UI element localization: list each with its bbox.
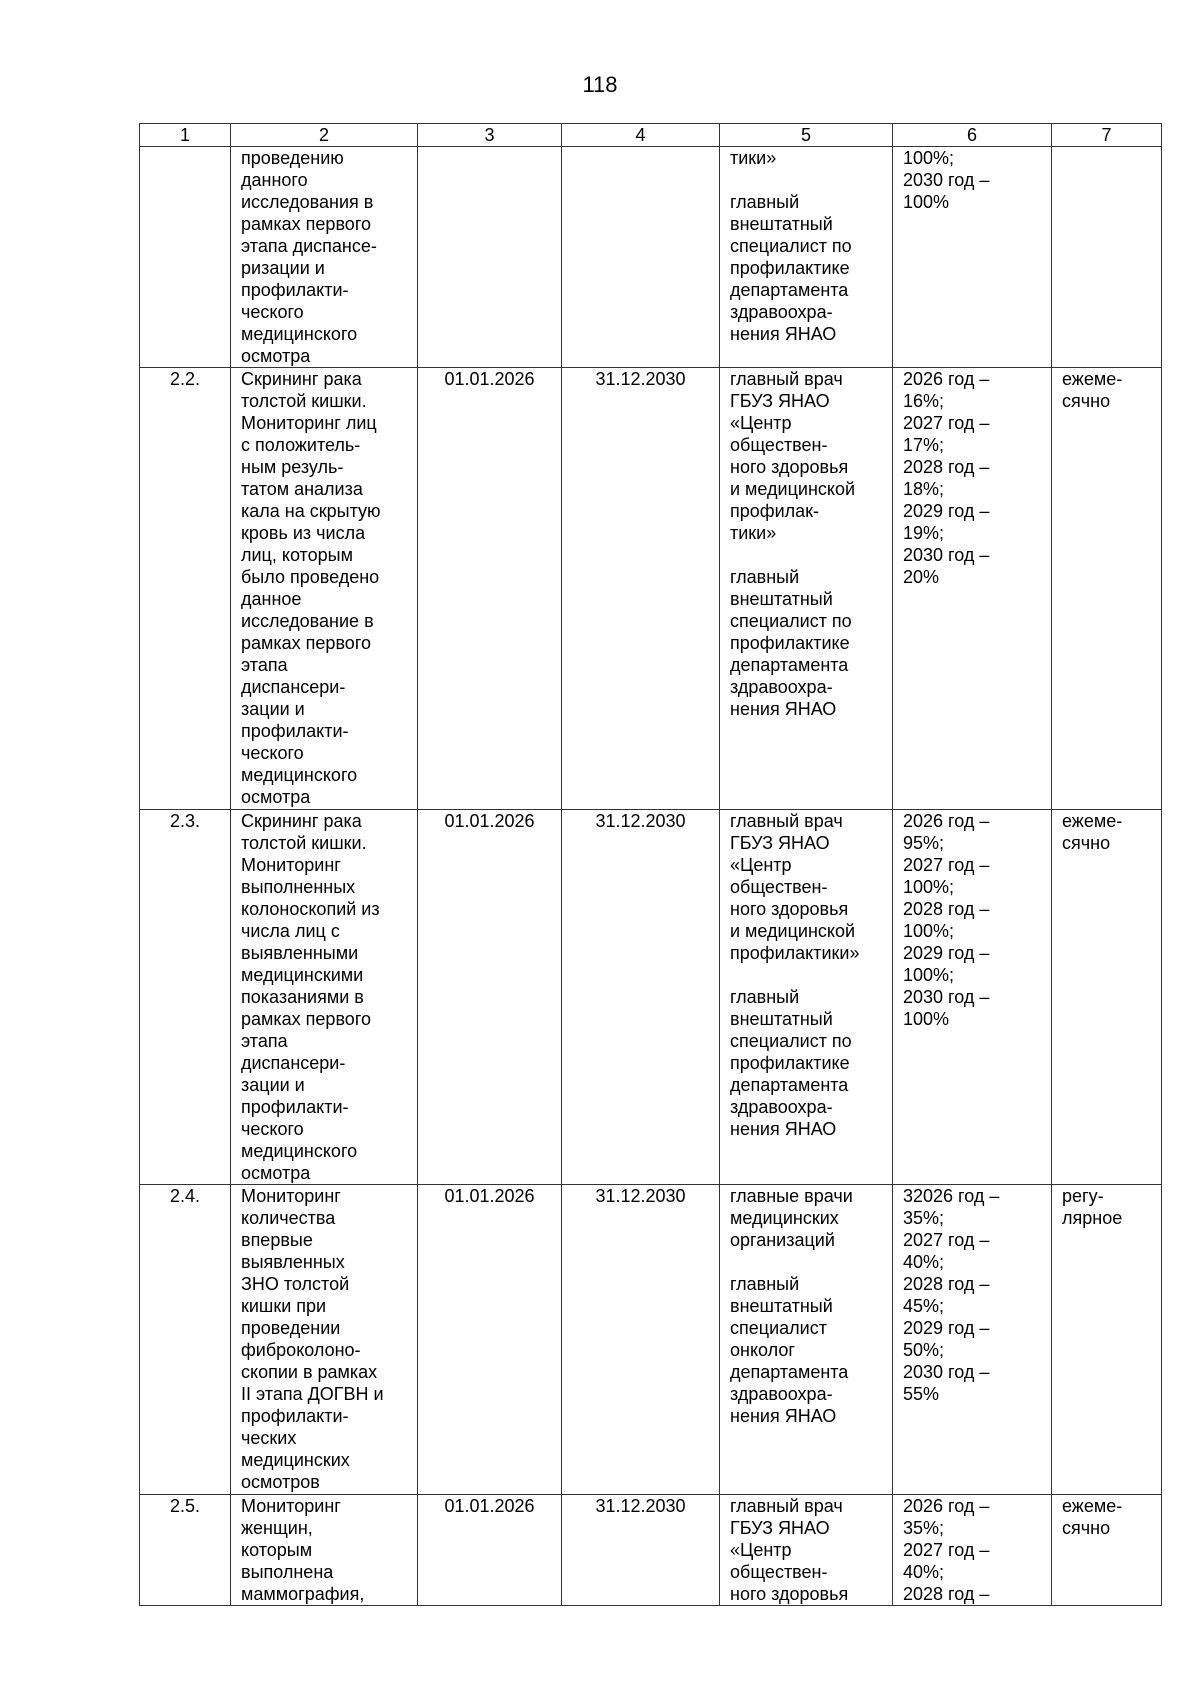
target-values [893,810,1052,1185]
text-line: Скрининг рака [241,369,362,389]
text-line: профилакти- [241,1406,349,1426]
row-number: 2.5. [140,1495,231,1606]
text-line: главный [730,1274,800,1294]
text-line: обществен- [730,877,828,897]
text-line: внештатный [730,589,833,609]
text-line: ЗНО толстой [241,1274,350,1294]
activity-description [231,147,418,368]
text-line: нения ЯНАО [730,324,837,344]
text-line: профилактике [730,258,850,278]
text-line: 2026 год – [903,1496,990,1516]
text-line: толстой кишки. [241,391,367,411]
text-line: 35%; [903,1518,945,1538]
text-line: здравоохра- [730,1384,833,1404]
text-line: здравоохра- [730,302,833,322]
text-line: ГБУЗ ЯНАО [730,1518,830,1538]
end-date: 31.12.2030 [562,810,720,1185]
text-line: кровь из числа [241,523,366,543]
text-line: осмотров [241,1472,320,1492]
text-line: обществен- [730,1562,828,1582]
table-row [140,1185,1162,1495]
text-line: здравоохра- [730,677,833,697]
text-line: главные врачи [730,1186,853,1206]
text-line: тики» [730,523,777,543]
text-line: 40%; [903,1252,945,1272]
text-line: 100% [903,1009,950,1029]
text-line: 2027 год – [903,855,990,875]
text-line: выявленных [241,1252,345,1272]
text-line: кишки при [241,1296,327,1316]
text-line: главный [730,567,800,587]
periodicity [1052,810,1162,1185]
text-line: сячно [1062,833,1111,853]
text-line: внештатный [730,1009,833,1029]
text-line: профилактике [730,1053,850,1073]
text-line: внештатный [730,214,833,234]
row-number: 2.3. [140,810,231,1185]
responsible-persons [720,1495,893,1606]
table-row [140,810,1162,1185]
periodicity [1052,368,1162,810]
text-line: зации и [241,699,305,719]
paragraph-spacer [730,1251,890,1273]
text-line: ежеме- [1062,811,1123,831]
text-line: выполнена [241,1562,334,1582]
text-line: «Центр [730,855,792,875]
row-number: 2.4. [140,1185,231,1495]
text-line: 2027 год – [903,1230,990,1250]
activity-description [231,368,418,810]
text-line: выявленными [241,943,359,963]
text-line: толстой кишки. [241,833,367,853]
text-line: данное [241,589,302,609]
text-line: ческого [241,1119,304,1139]
text-line: 35%; [903,1208,945,1228]
text-line: 100%; [903,877,955,897]
text-line: онколог [730,1340,795,1360]
text-line: 2030 год – [903,545,990,565]
text-line: и медицинской [730,479,856,499]
text-line: медицинского [241,324,358,344]
text-line: специалист по [730,1031,852,1051]
text-line: «Центр [730,413,792,433]
text-line: внештатный [730,1296,833,1316]
text-line: 2030 год – [903,987,990,1007]
text-line: осмотра [241,346,311,366]
text-line: нения ЯНАО [730,699,837,719]
periodicity [1052,1185,1162,1495]
text-line: 2028 год – [903,899,990,919]
text-line: проведении [241,1318,341,1338]
end-date: 31.12.2030 [562,1185,720,1495]
text-line: Мониторинг [241,1186,341,1206]
header-cell: 2 [231,124,418,147]
text-line: 32026 год – [903,1186,1000,1206]
text-line: «Центр [730,1540,792,1560]
target-values [893,1495,1052,1606]
text-line: исследование в [241,611,374,631]
end-date: 31.12.2030 [562,368,720,810]
text-line: нения ЯНАО [730,1406,837,1426]
text-line: организаций [730,1230,835,1250]
paragraph-spacer [730,544,890,566]
text-line: ного здоровья [730,457,849,477]
text-line: медицинских [730,1208,839,1228]
text-line: количества [241,1208,336,1228]
text-line: ежеме- [1062,369,1123,389]
text-line: II этапа ДОГВН и [241,1384,384,1404]
table-row [140,368,1162,810]
text-line: осмотра [241,787,311,807]
header-row [140,124,1162,147]
text-line: рамках первого [241,1009,371,1029]
paragraph-spacer [730,169,890,191]
text-line: департамента [730,1362,849,1382]
activity-description [231,810,418,1185]
text-line: 55% [903,1384,940,1404]
text-line: осмотра [241,1163,311,1183]
start-date: 01.01.2026 [418,1185,562,1495]
header-cell: 7 [1052,124,1162,147]
text-line: 2028 год – [903,457,990,477]
text-line: обществен- [730,435,828,455]
text-line: ного здоровья [730,899,849,919]
text-line: ризации и [241,258,325,278]
responsible-persons [720,810,893,1185]
text-line: 95%; [903,833,945,853]
text-line: 2026 год – [903,811,990,831]
periodicity [1052,147,1162,368]
responsible-persons [720,147,893,368]
target-values [893,147,1052,368]
text-line: выполненных [241,877,356,897]
text-line: кала на скрытую [241,501,381,521]
text-line: 2029 год – [903,1318,990,1338]
header-cell: 3 [418,124,562,147]
text-line: главный [730,192,800,212]
text-line: 100% [903,192,950,212]
text-line: 2030 год – [903,170,990,190]
activity-description [231,1185,418,1495]
text-line: здравоохра- [730,1097,833,1117]
text-line: тики» [730,148,777,168]
text-line: сячно [1062,391,1111,411]
target-values [893,1185,1052,1495]
text-line: 50%; [903,1340,945,1360]
responsible-persons [720,1185,893,1495]
header-cell: 4 [562,124,720,147]
start-date [418,147,562,368]
text-line: и медицинской [730,921,856,941]
end-date: 31.12.2030 [562,1495,720,1606]
table-row [140,147,1162,368]
text-line: ГБУЗ ЯНАО [730,833,830,853]
activity-description [231,1495,418,1606]
text-line: было проведено [241,567,380,587]
text-line: 100%; [903,965,955,985]
text-line: медицинского [241,1141,358,1161]
text-line: 2028 год – [903,1584,990,1604]
text-line: 19%; [903,523,945,543]
text-line: ческого [241,302,304,322]
text-line: Мониторинг [241,1496,341,1516]
text-line: нения ЯНАО [730,1119,837,1139]
text-line: специалист [730,1318,827,1338]
text-line: татом анализа [241,479,363,499]
text-line: главный [730,987,800,1007]
text-line: профилактики» [730,943,860,963]
text-line: специалист по [730,611,852,631]
responsible-persons [720,368,893,810]
text-line: маммография, [241,1584,365,1604]
text-line: профилакти- [241,1097,349,1117]
text-line: регу- [1062,1186,1104,1206]
text-line: 16%; [903,391,945,411]
text-line: Мониторинг [241,855,341,875]
start-date: 01.01.2026 [418,810,562,1185]
text-line: ного здоровья [730,1584,849,1604]
periodicity [1052,1495,1162,1606]
text-line: этапа [241,655,288,675]
text-line: департамента [730,655,849,675]
text-line: 20% [903,567,940,587]
text-line: ежеме- [1062,1496,1123,1516]
text-line: ным резуль- [241,457,344,477]
text-line: 2027 год – [903,1540,990,1560]
text-line: этапа диспансе- [241,236,377,256]
text-line: ГБУЗ ЯНАО [730,391,830,411]
text-line: профилактике [730,633,850,653]
text-line: диспансери- [241,1053,346,1073]
row-number: 2.2. [140,368,231,810]
text-line: 2029 год – [903,943,990,963]
text-line: фиброколоно- [241,1340,361,1360]
text-line: данного [241,170,308,190]
text-line: главный врач [730,369,843,389]
text-line: сячно [1062,1518,1111,1538]
text-line: рамках первого [241,633,371,653]
text-line: специалист по [730,236,852,256]
text-line: 2029 год – [903,501,990,521]
text-line: рамках первого [241,214,371,234]
text-line: медицинскими [241,965,364,985]
text-line: 45%; [903,1296,945,1316]
text-line: 17%; [903,435,945,455]
header-cell: 1 [140,124,231,147]
text-line: медицинского [241,765,358,785]
text-line: этапа [241,1031,288,1051]
text-line: колоноскопий из [241,899,380,919]
text-line: 2030 год – [903,1362,990,1382]
header-cell: 6 [893,124,1052,147]
text-line: впервые [241,1230,313,1250]
text-line: Скрининг рака [241,811,362,831]
text-line: профилак- [730,501,820,521]
text-line: лярное [1062,1208,1123,1228]
text-line: 100%; [903,148,955,168]
text-line: числа лиц с [241,921,340,941]
text-line: главный врач [730,1496,843,1516]
plan-table [139,123,1162,1606]
paragraph-spacer [730,964,890,986]
text-line: 2028 год – [903,1274,990,1294]
start-date: 01.01.2026 [418,1495,562,1606]
text-line: Мониторинг лиц [241,413,377,433]
text-line: лиц, которым [241,545,353,565]
text-line: 100%; [903,921,955,941]
target-values [893,368,1052,810]
page-number: 118 [582,72,618,97]
text-line: ческого [241,743,304,763]
text-line: ческих [241,1428,297,1448]
text-line: 40%; [903,1562,945,1582]
text-line: департамента [730,1075,849,1095]
start-date: 01.01.2026 [418,368,562,810]
text-line: департамента [730,280,849,300]
text-line: скопии в рамках [241,1362,378,1382]
text-line: медицинских [241,1450,350,1470]
text-line: зации и [241,1075,305,1095]
table-row [140,1495,1162,1606]
text-line: проведению [241,148,344,168]
text-line: главный врач [730,811,843,831]
text-line: 2027 год – [903,413,990,433]
text-line: показаниями в [241,987,364,1007]
text-line: исследования в [241,192,374,212]
end-date [562,147,720,368]
row-number [140,147,231,368]
text-line: диспансери- [241,677,346,697]
text-line: профилакти- [241,280,349,300]
text-line: женщин, [241,1518,313,1538]
text-line: которым [241,1540,313,1560]
text-line: профилакти- [241,721,349,741]
text-line: с положитель- [241,435,361,455]
header-cell: 5 [720,124,893,147]
text-line: 2026 год – [903,369,990,389]
text-line: 18%; [903,479,945,499]
